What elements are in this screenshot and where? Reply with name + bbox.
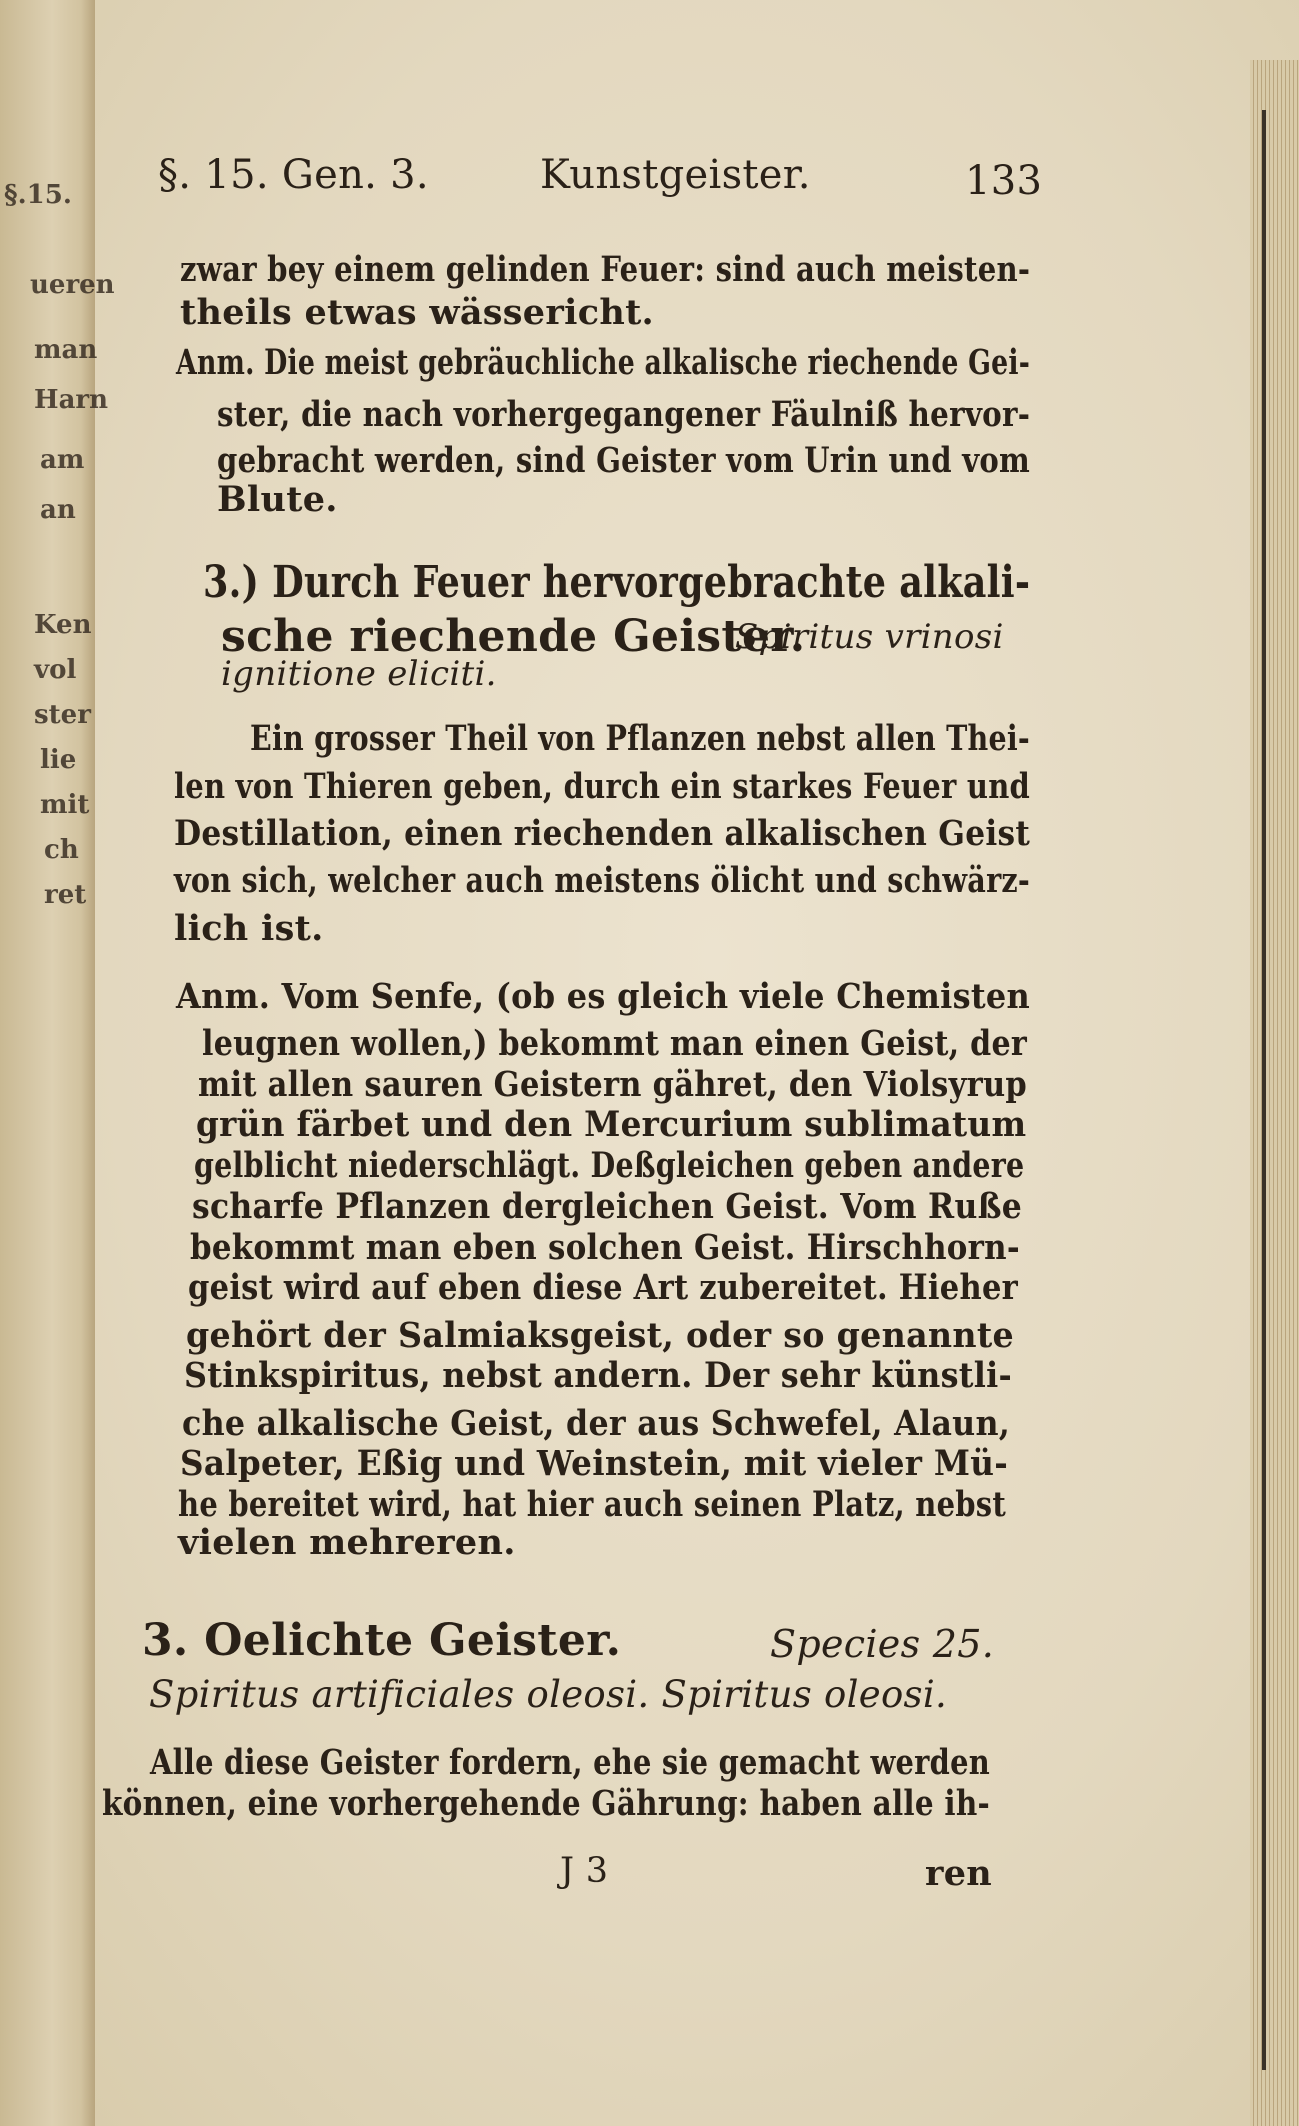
- text-line: Ein grosser Theil von Pflanzen nebst allen Thei-: [250, 718, 1031, 759]
- note-line: mit allen sauren Geistern gähret, den Violsyrup: [198, 1064, 1027, 1105]
- note-line: Blute.: [217, 479, 338, 520]
- fragment: ch: [44, 835, 79, 865]
- fragment: ret: [44, 880, 87, 910]
- fragment: vol: [34, 655, 77, 685]
- text-line: lich ist.: [174, 908, 324, 949]
- note-line: bekommt man eben solchen Geist. Hirschhorn-: [190, 1227, 1020, 1268]
- book-edge-line: [1262, 110, 1266, 2070]
- text-line: zwar bey einem gelinden Feuer: sind auch meisten-: [180, 249, 1031, 290]
- note-line: gebracht werden, sind Geister vom Urin und vom: [217, 440, 1030, 481]
- note-line: Stinkspiritus, nebst andern. Der sehr künstli-: [184, 1355, 1013, 1396]
- fragment: am: [40, 445, 85, 475]
- note-line: Salpeter, Eßig und Weinstein, mit vieler Mü-: [180, 1443, 1009, 1484]
- fragment: ster: [34, 700, 91, 730]
- latin-name: Spiritus artificiales oleosi. Spiritus oleosi.: [149, 1673, 948, 1716]
- fragment: man: [34, 335, 98, 365]
- note-line: che alkalische Geist, der aus Schwefel, Alaun,: [182, 1403, 1011, 1444]
- text-line: können, eine vorhergehende Gährung: haben alle ih-: [102, 1783, 990, 1824]
- catchword: ren: [925, 1853, 993, 1894]
- text-line: theils etwas wässericht.: [180, 292, 655, 333]
- previous-page-edge: [0, 0, 98, 2126]
- latin-name: ignitione eliciti.: [221, 654, 497, 694]
- fragment: §.15.: [4, 180, 72, 210]
- fragment: Ken: [34, 610, 92, 640]
- text-line: von sich, welcher auch meistens ölicht und schwärz-: [174, 860, 1031, 901]
- note-line: ster, die nach vorhergegangener Fäulniß hervor-: [217, 394, 1031, 435]
- note-line: vielen mehreren.: [178, 1522, 516, 1563]
- text-line: len von Thieren geben, durch ein starkes Feuer und: [174, 766, 1031, 807]
- fragment: an: [40, 495, 76, 525]
- signature-mark: J 3: [560, 1851, 609, 1891]
- page-title: Kunstgeister.: [540, 152, 811, 198]
- fragment: mit: [40, 790, 90, 820]
- fragment: Harn: [34, 385, 109, 415]
- text-line: Destillation, einen riechenden alkalischen Geist: [174, 813, 1031, 854]
- section-heading: 3. Oelichte Geister.: [142, 1615, 622, 1666]
- note-line: he bereitet wird, hat hier auch seinen Platz, nebst: [178, 1484, 1006, 1525]
- note-line: grün färbet und den Mercurium sublimatum: [196, 1104, 1027, 1145]
- note-line: leugnen wollen,) bekommt man einen Geist, der: [202, 1023, 1028, 1064]
- page-stack-edge: [1250, 60, 1299, 2126]
- note-line: Anm. Die meist gebräuchliche alkalische riechende Gei-: [176, 342, 1031, 383]
- section-heading: 3.) Durch Feuer hervorgebrachte alkali-: [203, 557, 1031, 608]
- page-number: 133: [965, 158, 1043, 204]
- species-label: Species 25.: [770, 1622, 995, 1666]
- note-line: Anm. Vom Senfe, (ob es gleich viele Chemisten: [176, 976, 1031, 1017]
- fragment: ueren: [30, 270, 115, 300]
- note-line: gelblicht niederschlägt. Deßgleichen geben andere: [194, 1145, 1025, 1186]
- latin-name: Spiritus vrinosi: [735, 617, 1004, 657]
- note-line: gehört der Salmiaksgeist, oder so genannte: [186, 1315, 1014, 1356]
- fragment: lie: [40, 745, 77, 775]
- note-line: geist wird auf eben diese Art zubereitet. Hieher: [188, 1267, 1019, 1308]
- text-line: Alle diese Geister fordern, ehe sie gemacht werden: [150, 1742, 990, 1783]
- section-heading: sche riechende Geister.: [221, 611, 806, 662]
- note-line: scharfe Pflanzen dergleichen Geist. Vom Ruße: [192, 1186, 1023, 1227]
- section-label: §. 15. Gen. 3.: [158, 152, 429, 198]
